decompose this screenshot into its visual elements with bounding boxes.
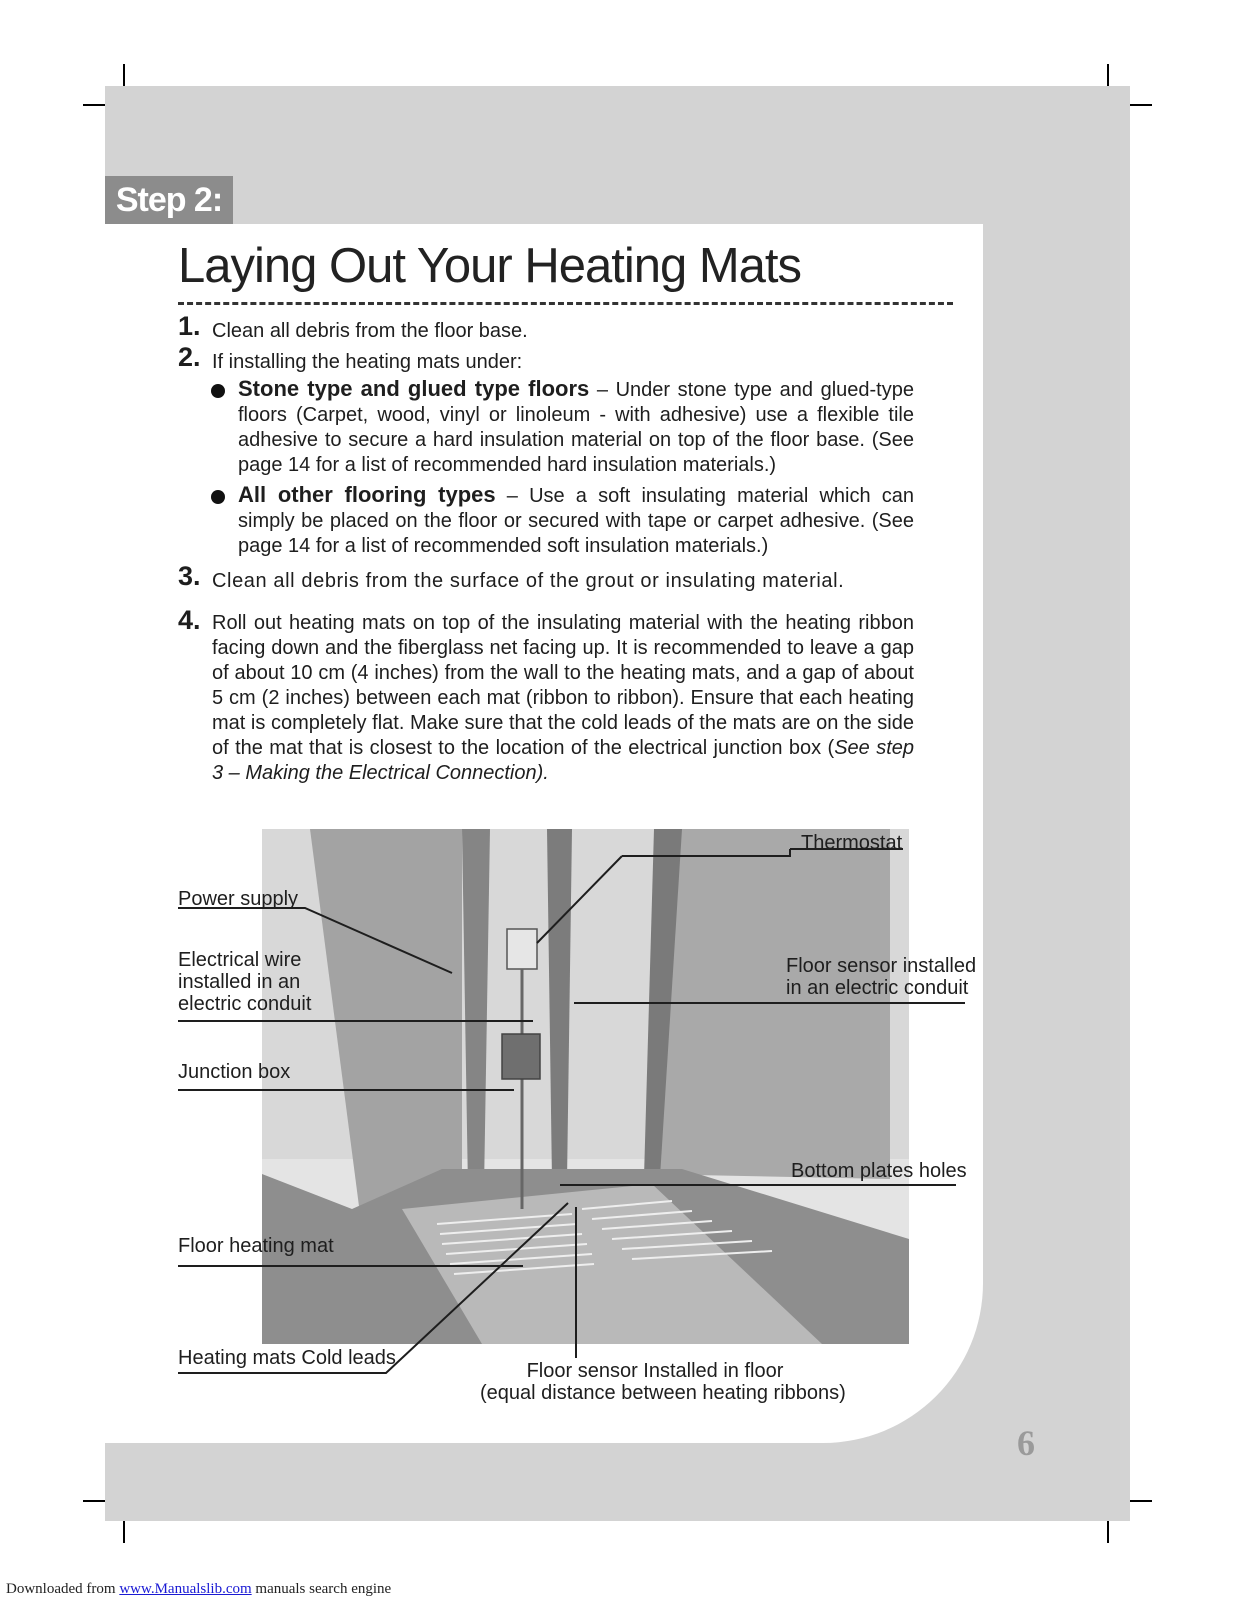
bullet-lead: All other flooring types [238,482,496,507]
label-floor-sensor-conduit [786,955,976,999]
step-reference: See step 3 – Making the Electrical Connection [212,737,914,784]
page-number: 6 [1017,1423,1035,1463]
step-text: If installing the heating mats under: [212,351,523,373]
step-number: 3. [178,561,201,591]
label-cold-leads: Heating mats Cold leads [178,1347,396,1369]
footer-prefix: Downloaded from [6,1581,120,1597]
label-electrical-wire [178,949,311,1015]
label-power-supply: Power supply [178,888,299,910]
label-junction-box: Junction box [178,1061,291,1083]
label-bottom-plates-holes: Bottom plates holes [791,1160,967,1182]
footer [6,1581,391,1598]
label-line: (equal distance between heating ribbons) [480,1382,846,1404]
bullet-sep: – [589,379,616,401]
label-thermostat: Thermostat [801,832,903,854]
bullet-sep: – [495,485,530,507]
label-floor-heating-mat: Floor heating mat [178,1235,334,1257]
bullet-lead: Stone type and glued type floors [238,376,590,401]
step-tab: Step 2: [105,176,233,224]
bullet-text: Use a soft insulating material which can simply be placed on the floor or secured with tape or carpet adhesive. (See page 14 for a list of recommended soft insulation materials.) [238,485,914,557]
step-text: Clean all debris from the floor base. [212,320,528,342]
label-line: in an electric conduit [786,977,969,999]
step-number: 4. [178,605,201,635]
footer-suffix: manuals search engine [251,1581,392,1597]
label-line: Electrical wire [178,949,302,971]
page-title: Laying Out Your Heating Mats [178,239,802,293]
label-line: Floor sensor installed [786,955,977,977]
label-floor-sensor-floor [480,1360,846,1404]
step-tail: ). [536,762,549,784]
step-number: 2. [178,342,201,372]
step-text: Clean all debris from the surface of the grout or insulating material. [212,570,845,592]
label-line: installed in an [178,971,301,993]
label-line: electric conduit [178,993,312,1015]
bullet-text: Under stone type and glued-type floors (Carpet, wood, vinyl or linoleum - with adhesive) use a flexible tile adhesive to secure a hard insulation material on top of the floor base. (See page 14 for a list of recommended hard insulation materials.) [238,379,914,476]
footer-link[interactable]: www.Manualslib.com [119,1581,252,1597]
step-text: Roll out heating mats on top of the insulating material with the heating ribbon facing down and the fiberglass net facing up. It is recommended to leave a gap of about 10 cm (4 inches) from the wall to the heating mats, and a gap of about 5 cm (2 inches) between each mat (ribbon to ribbon). Ensure that each heating mat is completely flat. Make sure that the cold leads of the mats are on the side of the mat that is closest to the location of the electrical junction box ( [212,612,914,759]
step-number: 1. [178,311,201,341]
label-line: Floor sensor Installed in floor [526,1360,784,1382]
